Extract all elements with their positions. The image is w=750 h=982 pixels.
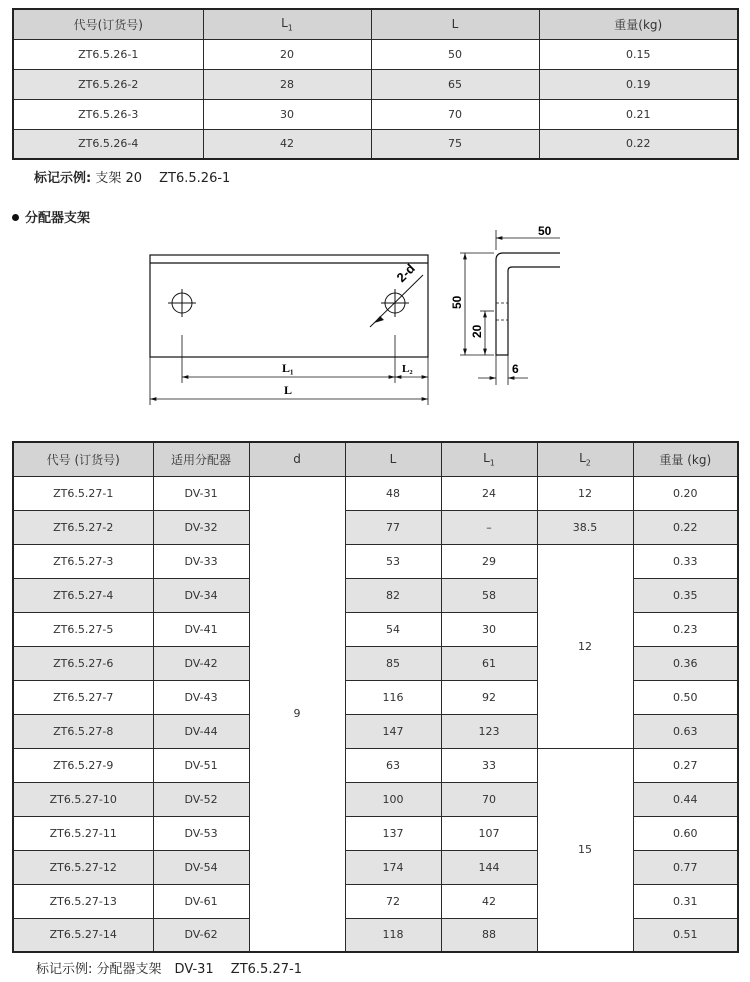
cell-l1: 123 [441,714,537,748]
cell-code: ZT6.5.27-8 [13,714,153,748]
cell-distributor: DV-41 [153,612,249,646]
cell-l2: 38.5 [537,510,633,544]
cell-distributor: DV-54 [153,850,249,884]
cell-code: ZT6.5.26-3 [13,99,203,129]
dim-l1-label: L₁ [282,361,294,375]
cell-l: 137 [345,816,441,850]
cell-l: 48 [345,476,441,510]
cell-weight: 0.36 [633,646,738,680]
cell-code: ZT6.5.27-14 [13,918,153,952]
cell-code: ZT6.5.26-2 [13,69,203,99]
cell-l1: 30 [203,99,371,129]
header-l: L [345,442,441,476]
cell-l: 85 [345,646,441,680]
cell-l1: 28 [203,69,371,99]
cell-d-merged: 9 [249,476,345,952]
cell-distributor: DV-34 [153,578,249,612]
header-d: d [249,442,345,476]
cell-weight: 0.51 [633,918,738,952]
cell-l1: 88 [441,918,537,952]
cell-code: ZT6.5.27-9 [13,748,153,782]
distributor-bracket-table [12,441,739,953]
marking-example-1 [34,167,230,186]
table-header-row [13,9,738,39]
cell-l1: 61 [441,646,537,680]
cell-l1: 58 [441,578,537,612]
cell-code: ZT6.5.27-1 [13,476,153,510]
header-distributor: 适用分配器 [153,442,249,476]
marking-example-2 [36,958,302,977]
section-title: 分配器支架 [25,211,91,226]
cell-code: ZT6.5.27-11 [13,816,153,850]
cell-code: ZT6.5.27-2 [13,510,153,544]
table-row [13,129,738,159]
cell-distributor: DV-42 [153,646,249,680]
cell-distributor: DV-33 [153,544,249,578]
cell-l1: 33 [441,748,537,782]
cell-l1: 24 [441,476,537,510]
dim-l-label: L [284,383,293,397]
header-l1: $L_1$ [203,9,371,39]
cell-weight: 0.21 [539,99,738,129]
bullet-icon [12,214,19,221]
cell-l1: 70 [441,782,537,816]
bracket-drawing [140,225,560,410]
side-view [496,253,560,355]
cell-code: ZT6.5.27-5 [13,612,153,646]
cell-code: ZT6.5.27-12 [13,850,153,884]
cell-l: 147 [345,714,441,748]
marking-example-text: 支架 20 ZT6.5.26-1 [95,171,231,186]
cell-weight: 0.63 [633,714,738,748]
header-code: 代号(订货号) [13,9,203,39]
cell-l1: 30 [441,612,537,646]
cell-distributor: DV-53 [153,816,249,850]
cell-l: 75 [371,129,539,159]
cell-weight: 0.77 [633,850,738,884]
hole-label: 2-d [393,260,418,286]
cell-l1: 144 [441,850,537,884]
cell-l: 72 [345,884,441,918]
cell-l2: 12 [537,476,633,510]
cell-l: 116 [345,680,441,714]
cell-weight: 0.19 [539,69,738,99]
cell-distributor: DV-31 [153,476,249,510]
marking-example-label: 标记示例: [36,962,93,977]
marking-example-text: 分配器支架 DV-31 ZT6.5.27-1 [96,962,302,977]
table-row [13,544,738,578]
cell-code: ZT6.5.27-4 [13,578,153,612]
cell-l: 63 [345,748,441,782]
cell-l: 77 [345,510,441,544]
cell-weight: 0.50 [633,680,738,714]
cell-weight: 0.27 [633,748,738,782]
dim-thickness-label: 6 [512,362,519,376]
header-l: L [371,9,539,39]
table-row [13,510,738,544]
cell-l1: 42 [203,129,371,159]
table-row [13,69,738,99]
cell-weight: 0.22 [633,510,738,544]
cell-code: ZT6.5.27-7 [13,680,153,714]
cell-distributor: DV-62 [153,918,249,952]
header-weight: 重量(kg) [539,9,738,39]
cell-distributor: DV-61 [153,884,249,918]
cell-l1: – [441,510,537,544]
cell-l: 118 [345,918,441,952]
table-row [13,748,738,782]
cell-l: 50 [371,39,539,69]
cell-l: 82 [345,578,441,612]
cell-l: 54 [345,612,441,646]
cell-distributor: DV-43 [153,680,249,714]
cell-distributor: DV-44 [153,714,249,748]
header-l2: $L_2$ [537,442,633,476]
cell-l1: 107 [441,816,537,850]
cell-code: ZT6.5.26-1 [13,39,203,69]
header-code: 代号 (订货号) [13,442,153,476]
table-header-row [13,442,738,476]
cell-weight: 0.60 [633,816,738,850]
cell-code: ZT6.5.26-4 [13,129,203,159]
cell-l: 53 [345,544,441,578]
cell-l: 70 [371,99,539,129]
dim-width-label: 50 [538,225,552,238]
cell-code: ZT6.5.27-13 [13,884,153,918]
cell-weight: 0.15 [539,39,738,69]
section-heading [12,207,90,226]
header-l1: $L_1$ [441,442,537,476]
cell-code: ZT6.5.27-10 [13,782,153,816]
cell-l2-merged: 12 [537,544,633,748]
dim-height-label: 50 [450,295,464,309]
cell-weight: 0.35 [633,578,738,612]
cell-l1: 42 [441,884,537,918]
cell-code: ZT6.5.27-3 [13,544,153,578]
table-row [13,39,738,69]
cell-distributor: DV-52 [153,782,249,816]
dim-hole-height-label: 20 [470,324,484,338]
cell-distributor: DV-51 [153,748,249,782]
marking-example-label: 标记示例: [34,171,92,186]
cell-weight: 0.33 [633,544,738,578]
dim-l2-label: L₂ [402,363,413,375]
bracket-table [12,8,739,160]
header-weight: 重量 (kg) [633,442,738,476]
cell-weight: 0.31 [633,884,738,918]
cell-weight: 0.44 [633,782,738,816]
cell-l1: 92 [441,680,537,714]
cell-l: 174 [345,850,441,884]
cell-l2-merged: 15 [537,748,633,952]
cell-distributor: DV-32 [153,510,249,544]
cell-l: 65 [371,69,539,99]
cell-code: ZT6.5.27-6 [13,646,153,680]
cell-weight: 0.22 [539,129,738,159]
table-row [13,99,738,129]
cell-l1: 29 [441,544,537,578]
cell-l: 100 [345,782,441,816]
cell-weight: 0.20 [633,476,738,510]
cell-weight: 0.23 [633,612,738,646]
cell-l1: 20 [203,39,371,69]
table-row [13,476,738,510]
